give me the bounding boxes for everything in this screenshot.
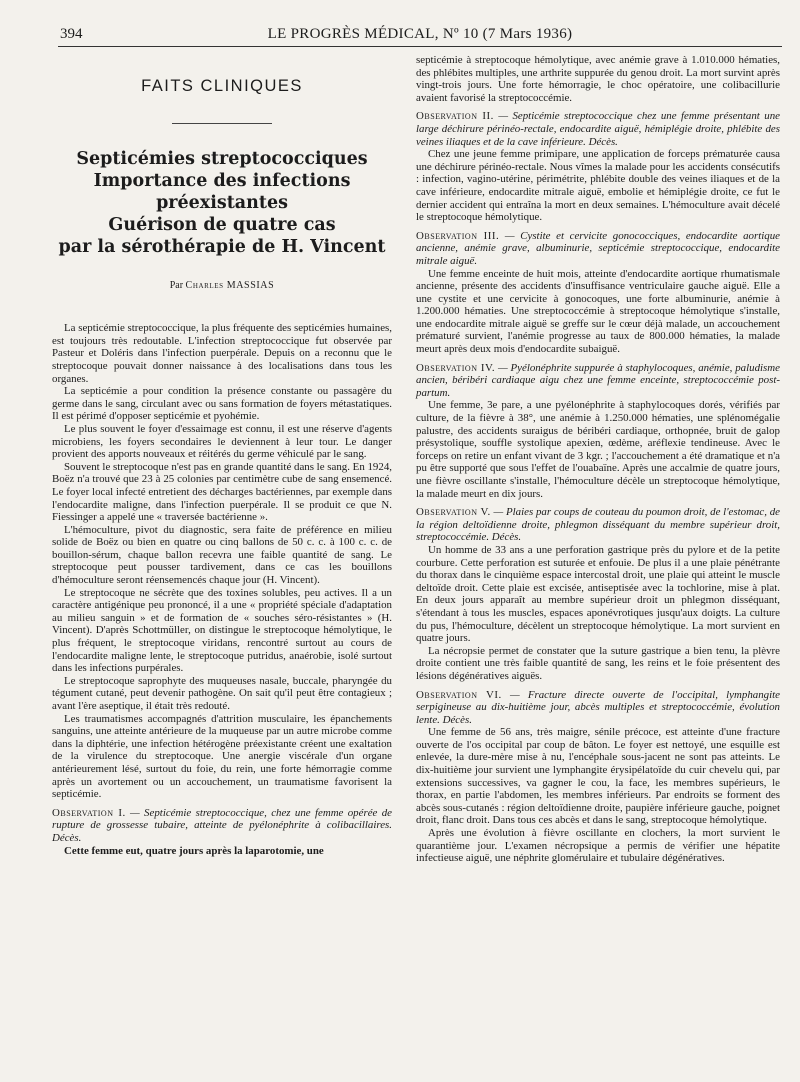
paragraph: Le streptocoque ne sécrète que des toxines solubles, peu actives. Il a un caractère antigénique peu prononcé, il a une « propriété spéciale d'adaptation au milieu sanguin » et de formation de « souches séro-résistantes » (H. Vincent). D'après Schottmüller, on distingue le streptocoque hémolytique, le plus fréquent, le streptocoque viridans, rencontré surtout au cours de l'endocardite maligne lente, le streptocoque putridus, anaérobie, isolé surtout dans les infections purpérales.	[52, 586, 392, 675]
observation-body-cont: septicémie à streptocoque hémolytique, avec anémie grave à 1.010.000 hématies, des phlébites multiples, une arthrite suppurée du genou droit. La mort survint après vingt-trois jours. Une forte hémorragie, le choc opératoire, une colibacillurie avaient favorisé la streptococcémie.	[416, 54, 780, 104]
paragraph: La septicémie streptococcique, la plus fréquente des septicémies humaines, est toujours très redoutable. L'infection streptococcique fut observée par Pasteur et Doléris dans l'infection puerpérale. Depuis on a reconnu que le streptocoque pouvait donner naissance à des localisations dans tous les organes.	[52, 322, 392, 385]
article-title	[52, 148, 392, 258]
observation-body-extra: Après une évolution à fièvre oscillante en clochers, la mort survient le quarantième jour. L'examen nécropsique a permis de vérifier une hépatite infectieuse aiguë, une néphrite glomérulaire et tubulaire dégénératives.	[416, 827, 780, 865]
observation-label: Observation IV.	[416, 361, 496, 374]
left-column	[52, 54, 392, 857]
observation-title: — Pyélonéphrite suppurée à staphylocoques, anémie, paludisme ancien, béribéri cardiaque aigu chez une femme enceinte, streptococcémie post-partum.	[416, 361, 780, 399]
observation-label: Observation VI.	[416, 688, 502, 701]
paragraph: Le streptocoque saprophyte des muqueuses nasale, buccale, pharyngée du tégument cutané, peut devenir pathogène. On sait qu'il peut être contagieux ; avant l'ère aseptique, il était très redouté.	[52, 674, 392, 712]
observation-label: Observation V.	[416, 506, 491, 519]
title-line-3: Guérison de quatre cas	[108, 214, 336, 235]
observation-heading	[416, 689, 780, 727]
observation-body: Une femme, 3e pare, a une pyélonéphrite à staphylocoques dorés, vérifiés par culture, de la fièvre à 38°, une anémie à 1.250.000 hématies, une splénomégalie palustre, des accidents suraigus de béribéri cardiaque, orthopnée, bruit de galop présystolique, souffle systolique apexien, œdème, aréflexie tendineuse. Avec le forceps on retire un enfant vivant de 3 kgr. ; l'accouchement a été dramatique et n'a pu être supporté que sous l'effet de l'ouabaïne. Après une accalmie de quatre jours, une fièvre oscillante s'installe, l'hémoculture décèle un streptocoque hémolytique, la malade meurt en dix jours.	[416, 399, 780, 500]
observation-body: Chez une jeune femme primipare, une application de forceps prématurée causa une déchirure périnéo-rectale. Nous vîmes la malade pour les accidents consécutifs : infection, vagino-utérine, périmétrite, phlébite double des veines iliaques et de la cave inférieure, endocardite mitrale aiguë, embolie et hémiplégie droite, ce fut le dernier accident qui entraîna la mort en deux semaines. L'hémoculture avait décelé le streptocoque hémolytique.	[416, 148, 780, 224]
right-column	[416, 54, 780, 865]
observation-label: Observation III.	[416, 229, 500, 242]
paragraph: L'hémoculture, pivot du diagnostic, sera faite de préférence en milieu solide de Boëz ou bien en quatre ou cinq ballons de 50 c. c. à 100 c. c. de bouillon-sérum, chaque ballon recevra une faible quantité de sang. Le streptocoque peut pousser tardivement, dans ce cas les bouillons d'hémoculture seront réensemencés chaque jour (H. Vincent).	[52, 523, 392, 587]
observation-title: — Fracture directe ouverte de l'occipital, lymphangite serpigineuse au dix-huitième jour, abcès multiples et streptococcémie, évolution lente. Décès.	[416, 688, 780, 726]
observation-body: Une femme enceinte de huit mois, atteinte d'endocardite aortique rhumatismale ancienne, présente des accidents d'insuffisance ventriculaire gauche aiguë. Elle a une cystite et une cervicite à gonocoques, une forte albuminurie, anémie à 1.200.000 hématies. Une streptococcémie à streptocoque hémolytique s'installe, une endocardite mitrale aiguë se greffe sur le cœur déjà malade, un accouchement prématuré survient, l'anémie progresse au taux de 800.000 hématies, la malade meurt après deux mois d'endocardite subaiguë.	[416, 267, 780, 356]
observation-title: — Septicémie streptococcique chez une femme présentant une large déchirure périnéo-rectale, endocardite aiguë, hémiplégie droite, phlébite des veines iliaques et de la cave inférieure. Décès.	[416, 110, 780, 148]
section-rule	[172, 123, 272, 124]
title-line-2: Importance des infections préexistantes	[93, 170, 351, 213]
observation-title: — Septicémie streptococcique, chez une femme opérée de rupture de grossesse tubaire, atteinte de pyélonéphrite à colibacillaires. Décès.	[52, 806, 392, 844]
observation-title: — Plaies par coups de couteau du poumon droit, de l'estomac, de la région deltoïdienne droite, phlegmon disséquant du membre supérieur droit, streptococcémie. Décès.	[416, 506, 780, 544]
byline-prefix: Par	[169, 279, 184, 291]
observation-label: Observation II.	[416, 110, 494, 123]
observation-title: — Cystite et cervicite gonococciques, endocardite aortique ancienne, anémie grave, albuminurie, septicémie streptococcique, endocardite mitrale aiguë.	[416, 229, 780, 267]
observation-heading	[416, 362, 780, 400]
paragraph: Le plus souvent le foyer d'essaimage est connu, il est une réserve d'agents microbiens, les foyers secondaires le deviennent à leur tour. Le danger provient des apports nouveaux et réitérés du germe véhiculé par le sang.	[52, 422, 392, 461]
observation-body: Une femme de 56 ans, très maigre, sénile précoce, est atteinte d'une fracture ouverte de l'os occipital par coup de bâton. Le foyer est nettoyé, une esquille est enlevée, la dure-mère mise à nu, l'encéphale sous-jacent ne sont pas atteints. Le dix-huitième jour survient une lymphangite érysipélatoïde du cuir chevelu qui, par extensions successives, va gagner le cou, la face, les membres supérieurs, le thorax, en partie l'abdomen, les membres inférieurs. Par endroits se forment des abcès sous-cutanés : région deltoïdienne droite, paupière inférieure gauche, poignet droit, flanc droit. Dans tous ces abcès et dans le sang, streptocoque hémolytique.	[416, 726, 780, 827]
author-name: Charles MASSIAS	[185, 279, 275, 291]
page-number: 394	[60, 26, 83, 42]
section-heading: FAITS CLINIQUES	[141, 77, 303, 95]
header-rule	[58, 46, 782, 47]
paragraph: Souvent le streptocoque n'est pas en grande quantité dans le sang. En 1924, Boëz n'a trouvé que 23 à 25 colonies par centimètre cube de sang ensemencé. Le foyer local infecté entretient des décharges bactériennes, par exemple dans l'endocardite maligne, dans l'infection puerpérale. Il se produit ce que N. Fiessinger a appelé une « traversée bactérienne ».	[52, 460, 392, 524]
observation-heading	[416, 230, 780, 268]
journal-title: LE PROGRÈS MÉDICAL, Nº 10 (7 Mars 1936)	[267, 26, 573, 42]
observation-body-extra: La nécropsie permet de constater que la suture gastrique a bien tenu, la plèvre droite contient une très faible quantité de sang, les reins et le foie présentent des lésions dégénératives aiguës.	[416, 644, 780, 682]
observation-label: Observation I.	[52, 806, 126, 819]
title-line-1: Septicémies streptococciques	[76, 148, 368, 169]
byline	[52, 280, 392, 293]
observation-heading	[416, 110, 780, 148]
observation-body-start: Cette femme eut, quatre jours après la laparotomie, une	[64, 844, 324, 857]
paragraph: Les traumatismes accompagnés d'attrition musculaire, les épanchements sanguins, une atteinte antérieure de la muqueuse par un autre microbe comme dans la diphtérie, une infection hétérogène préexistante créent une exaltation de la virulence du streptocoque. Une anergie viscérale d'un organe antérieurement lésé, surtout du foie, du rein, une forte hémorragie comme après un avortement ou un accouchement, un traumatisme favorisent la septicémie.	[52, 712, 392, 801]
observation-heading	[416, 506, 780, 544]
observation-body: Un homme de 33 ans a une perforation gastrique près du pylore et de la petite courbure. Cette perforation est suturée et enfouie. De plus il a une plaie pénétrante du thorax dans le cinquième espace intercostal droit, une plaie qui atteint le muscle deltoïde droit. Cette plaie est excisée, antiseptisée avec la tochlorine, mise à plat. En deux jours apparaît au membre supérieur droit un phlegmon disséquant, s'étendant à tous les muscles, espaces aponévrotiques jusqu'aux doigts. La culture du pus, l'hémoculture, décèlent un streptocoque hémolytique. La mort survient en quatre jours.	[416, 543, 780, 645]
running-header	[60, 26, 780, 44]
paragraph: La septicémie a pour condition la présence constante ou passagère du germe dans le sang, circulant avec ou sans formation de foyers métastatiques. Il est périmé d'opposer septicémie et pyohémie.	[52, 385, 392, 423]
observation-heading	[52, 807, 392, 845]
title-line-4: par la sérothérapie de H. Vincent	[58, 236, 386, 257]
